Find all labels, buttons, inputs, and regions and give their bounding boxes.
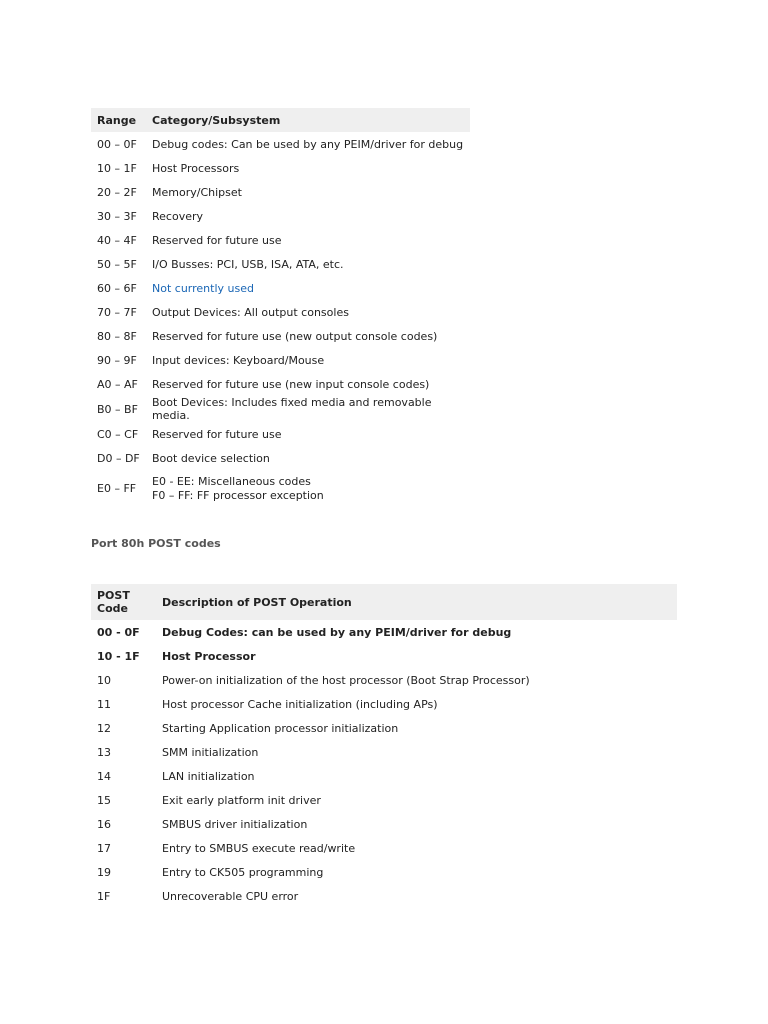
table-row	[91, 716, 677, 740]
table-row	[91, 300, 470, 324]
range-category-table	[91, 108, 470, 506]
table-row	[91, 204, 470, 228]
category-cell: Reserved for future use (new output console codes)	[152, 329, 438, 343]
column-header-description: Description of POST Operation	[156, 584, 677, 620]
category-link[interactable]: Not currently used	[152, 281, 254, 295]
range-cell: E0 – FF	[97, 481, 137, 495]
column-header-range: Range	[91, 108, 146, 132]
table-row	[91, 228, 470, 252]
category-cell: Memory/Chipset	[152, 185, 242, 199]
table-row	[91, 740, 677, 764]
category-cell: Output Devices: All output consoles	[152, 305, 349, 319]
table-row	[91, 884, 677, 908]
range-cell: 70 – 7F	[97, 305, 137, 319]
table-row	[91, 156, 470, 180]
post-code-cell: 12	[97, 721, 111, 735]
post-code-cell: 10	[97, 673, 111, 687]
description-cell: Unrecoverable CPU error	[162, 889, 299, 903]
table-row	[91, 324, 470, 348]
range-cell: 30 – 3F	[97, 209, 137, 223]
post-code-cell: 15	[97, 793, 111, 807]
table-row	[91, 422, 470, 446]
category-cell: Debug codes: Can be used by any PEIM/driver for debug	[152, 137, 464, 151]
table-row	[91, 692, 677, 716]
description-cell: Power-on initialization of the host processor (Boot Strap Processor)	[162, 673, 530, 687]
table-row	[91, 132, 470, 156]
range-cell: C0 – CF	[97, 427, 139, 441]
table-row	[91, 788, 677, 812]
post-code-cell: 14	[97, 769, 111, 783]
table-header-row	[91, 108, 470, 132]
post-code-cell: 19	[97, 865, 111, 879]
table-header-row	[91, 584, 677, 620]
post-code-cell: 00 - 0F	[97, 625, 140, 639]
table-row	[91, 446, 470, 470]
description-cell: Host Processor	[162, 649, 256, 663]
table-row	[91, 348, 470, 372]
description-cell: Exit early platform init driver	[162, 793, 321, 807]
range-cell: 50 – 5F	[97, 257, 137, 271]
table-row	[91, 180, 470, 204]
category-cell: Reserved for future use	[152, 233, 282, 247]
table-row	[91, 620, 677, 644]
header-line: Code	[97, 602, 128, 615]
section-heading: Port 80h POST codes	[91, 537, 221, 550]
table-row	[91, 372, 470, 396]
post-codes-table	[91, 584, 677, 908]
category-cell: Host Processors	[152, 161, 240, 175]
table-row	[91, 812, 677, 836]
category-cell: Recovery	[152, 209, 204, 223]
column-header-post-code	[91, 584, 156, 620]
table-row	[91, 252, 470, 276]
range-cell: B0 – BF	[97, 402, 138, 416]
table-row	[91, 644, 677, 668]
range-cell: D0 – DF	[97, 451, 140, 465]
post-code-cell: 13	[97, 745, 111, 759]
post-code-cell: 10 - 1F	[97, 649, 140, 663]
table-row	[91, 668, 677, 692]
description-cell: LAN initialization	[162, 769, 255, 783]
range-cell: 00 – 0F	[97, 137, 137, 151]
description-cell: SMBUS driver initialization	[162, 817, 308, 831]
category-cell: Input devices: Keyboard/Mouse	[152, 353, 325, 367]
description-cell: Host processor Cache initialization (including APs)	[162, 697, 438, 711]
range-cell: A0 – AF	[97, 377, 138, 391]
range-cell: 40 – 4F	[97, 233, 137, 247]
description-cell: Debug Codes: can be used by any PEIM/driver for debug	[162, 625, 512, 639]
table-row	[91, 276, 470, 300]
category-cell: Boot Devices: Includes fixed media and removable media.	[152, 396, 432, 422]
table-row	[91, 396, 470, 422]
description-cell: Starting Application processor initialization	[162, 721, 399, 735]
column-header-category: Category/Subsystem	[146, 108, 470, 132]
description-cell: Entry to SMBUS execute read/write	[162, 841, 356, 855]
post-code-cell: 17	[97, 841, 111, 855]
category-cell: I/O Busses: PCI, USB, ISA, ATA, etc.	[152, 257, 344, 271]
table-row	[91, 860, 677, 884]
range-cell: 60 – 6F	[97, 281, 137, 295]
post-code-cell: 16	[97, 817, 111, 831]
category-cell: Reserved for future use	[152, 427, 282, 441]
category-line: F0 – FF: FF processor exception	[152, 489, 324, 502]
description-cell: Entry to CK505 programming	[162, 865, 324, 879]
header-line: POST	[97, 589, 130, 602]
category-cell: Boot device selection	[152, 451, 270, 465]
category-line: E0 - EE: Miscellaneous codes	[152, 475, 311, 488]
range-cell: 80 – 8F	[97, 329, 137, 343]
post-code-cell: 1F	[97, 889, 111, 903]
table-row	[91, 764, 677, 788]
category-cell: Reserved for future use (new input console codes)	[152, 377, 430, 391]
category-cell	[146, 470, 470, 506]
table-row	[91, 836, 677, 860]
table-row	[91, 470, 470, 506]
range-cell: 90 – 9F	[97, 353, 137, 367]
range-cell: 20 – 2F	[97, 185, 137, 199]
range-cell: 10 – 1F	[97, 161, 137, 175]
description-cell: SMM initialization	[162, 745, 259, 759]
post-code-cell: 11	[97, 697, 111, 711]
